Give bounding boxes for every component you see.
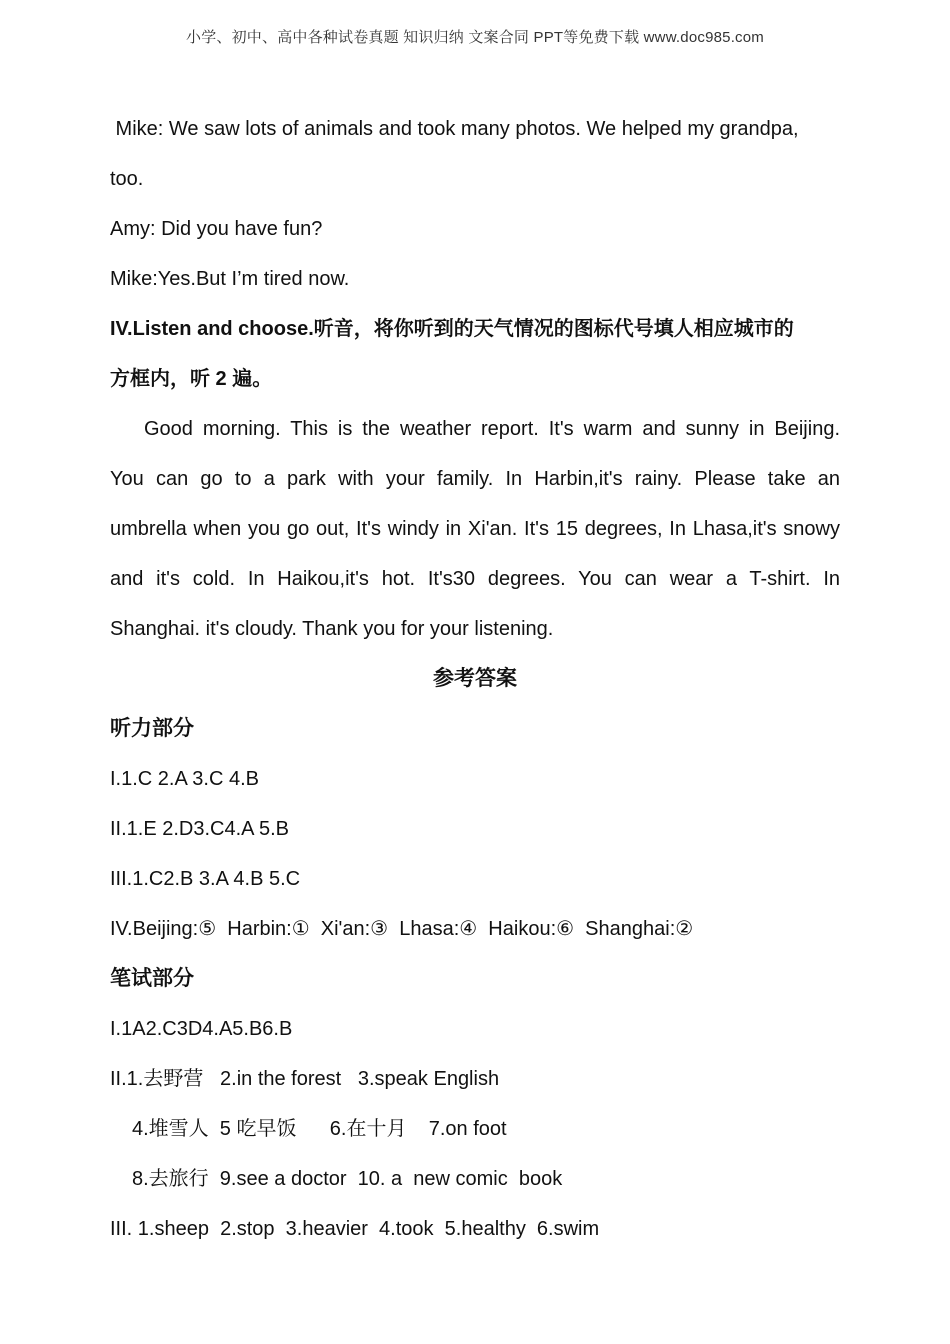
passage-line-4: and it's cold. In Haikou,it's hot. It's30 degrees. You can wear a T-shirt. In xyxy=(110,568,840,590)
dialogue-line-1: Mike: We saw lots of animals and took many photos. We helped my grandpa, xyxy=(110,118,799,140)
document-content xyxy=(110,104,840,1254)
listening-heading: 听力部分 xyxy=(110,717,194,740)
section-4-title-line-2: 方框内，听 2 遍。 xyxy=(110,368,273,390)
page-header: 小学、初中、高中各种试卷真题 知识归纳 文案合同 PPT等免费下载 www.doc985.com xyxy=(186,29,764,46)
section-4-title-line-1: IV.Listen and choose.听音，将你听到的天气情况的图标代号填人相应城市的 xyxy=(110,318,794,340)
dialogue-line-2: too. xyxy=(110,168,144,190)
passage-line-2: You can go to a park with your family. In Harbin,it's rainy. Please take an xyxy=(110,468,840,490)
written-heading: 笔试部分 xyxy=(110,967,194,990)
dialogue-line-4: Mike:Yes.But I’m tired now. xyxy=(110,268,350,290)
written-answer-line-3: 4.堆雪人 5 吃早饭 6.在十月 7.on foot xyxy=(132,1118,507,1140)
passage-line-1: Good morning. This is the weather report. It's warm and sunny in Beijing. xyxy=(144,418,840,440)
dialogue-line-3: Amy: Did you have fun? xyxy=(110,218,323,240)
written-answer-line-5: III. 1.sheep 2.stop 3.heavier 4.took 5.healthy 6.swim xyxy=(110,1218,600,1240)
answer-key-title: 参考答案 xyxy=(433,667,517,690)
listening-answer-line-2: II.1.E 2.D3.C4.A 5.B xyxy=(110,818,289,840)
written-answer-line-4: 8.去旅行 9.see a doctor 10. a new comic book xyxy=(132,1168,563,1190)
passage-line-5: Shanghai. it's cloudy. Thank you for your listening. xyxy=(110,618,554,640)
passage-line-3: umbrella when you go out, It's windy in Xi'an. It's 15 degrees, In Lhasa,it's snowy xyxy=(110,518,840,540)
listening-answer-line-1: I.1.C 2.A 3.C 4.B xyxy=(110,768,259,790)
written-answer-line-1: I.1A2.C3D4.A5.B6.B xyxy=(110,1018,293,1040)
listening-answer-line-3: III.1.C2.B 3.A 4.B 5.C xyxy=(110,868,301,890)
listening-answer-line-4: IV.Beijing:⑤ Harbin:① Xi'an:③ Lhasa:④ Haikou:⑥ Shanghai:② xyxy=(110,918,694,940)
written-answer-line-2: II.1.去野营 2.in the forest 3.speak English xyxy=(110,1068,500,1090)
